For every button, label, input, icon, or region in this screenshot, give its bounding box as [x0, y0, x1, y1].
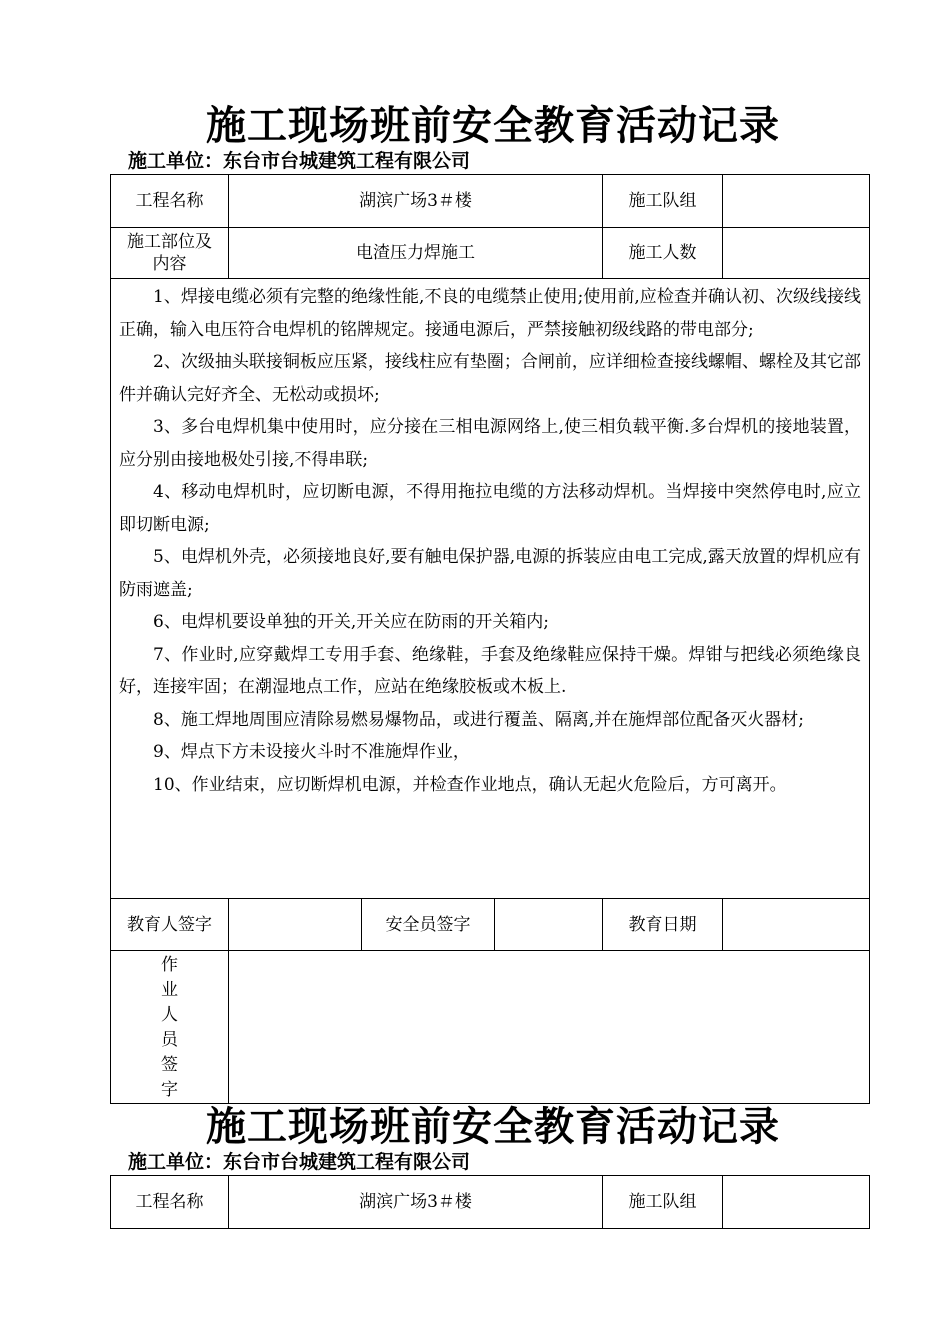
record2-construction-unit: [128, 1153, 470, 1172]
record1-signature-table: [110, 898, 870, 1104]
record1-header-table: [110, 174, 870, 899]
rule-item: 3、多台电焊机集中使用时，应分接在三相电源网络上,使三相负载平衡.多台焊机的接地装置，应分别由接地极处引接,不得串联;: [119, 417, 861, 470]
worker-sign-char: 字: [161, 1080, 178, 1100]
record1-title: 施工现场班前安全教育活动记录: [206, 102, 780, 149]
part-label-line1: 施工部位及: [127, 232, 212, 252]
rule-item: 7、作业时,应穿戴焊工专用手套、绝缘鞋，手套及绝缘鞋应保持干燥。焊钳与把线必须绝缘良好，连接牢固；在潮湿地点工作，应站在绝缘胶板或木板上.: [119, 644, 861, 697]
record2-title: 施工现场班前安全教育活动记录: [206, 1103, 780, 1150]
safety-rules-content: [111, 279, 870, 899]
rule-item: 10、作业结束，应切断焊机电源，并检查作业地点，确认无起火危险后，方可离开。: [153, 774, 787, 795]
unit-label: 施工单位：: [128, 150, 224, 172]
rule-item: 4、移动电焊机时，应切断电源，不得用拖拉电缆的方法移动焊机。当焊接中突然停电时,应立即切断电源;: [119, 482, 861, 535]
education-date-label: 教育日期: [603, 899, 723, 951]
team-value[interactable]: [723, 1176, 870, 1229]
educator-sign-label: 教育人签字: [111, 899, 229, 951]
rule-item: 5、电焊机外壳，必须接地良好,要有触电保护器,电源的拆装应由电工完成,露天放置的焊机应有防雨遮盖;: [119, 547, 861, 600]
team-label: 施工队组: [603, 175, 723, 228]
rule-item: 9、焊点下方未设接火斗时不准施焊作业，: [153, 742, 470, 762]
project-name-label: 工程名称: [111, 175, 229, 228]
project-name-value: 湖滨广场3＃楼: [229, 1176, 603, 1229]
worker-sign-char: 作: [161, 955, 178, 975]
education-date-field[interactable]: [723, 899, 870, 951]
rule-item: 8、施工焊地周围应清除易燃易爆物品，或进行覆盖、隔离,并在施焊部位配备灭火器材;: [153, 709, 804, 730]
rule-item: 2、次级抽头联接铜板应压紧，接线柱应有垫圈；合闸前，应详细检查接线螺帽、螺栓及其它部件并确认完好齐全、无松动或损坏;: [119, 352, 861, 405]
worker-sign-field[interactable]: [229, 951, 870, 1104]
workers-count-value[interactable]: [723, 228, 870, 279]
part-label: [111, 228, 229, 279]
worker-sign-char: 人: [161, 1005, 178, 1025]
team-value[interactable]: [723, 175, 870, 228]
unit-value: 东台市台城建筑工程有限公司: [223, 1151, 471, 1173]
unit-value: 东台市台城建筑工程有限公司: [223, 150, 471, 172]
part-value: 电渣压力焊施工: [229, 228, 603, 279]
record1-construction-unit: [128, 152, 470, 171]
rule-item: 6、电焊机要设单独的开关,开关应在防雨的开关箱内;: [153, 612, 549, 632]
worker-sign-char: 业: [161, 980, 178, 1000]
safety-officer-sign-label: 安全员签字: [362, 899, 495, 951]
educator-sign-field[interactable]: [229, 899, 362, 951]
worker-sign-char: 员: [161, 1030, 178, 1050]
project-name-label: 工程名称: [111, 1176, 229, 1229]
part-label-line2: 内容: [152, 254, 187, 274]
worker-sign-char: 签: [161, 1055, 178, 1075]
workers-count-label: 施工人数: [603, 228, 723, 279]
unit-label: 施工单位：: [128, 1151, 224, 1173]
rule-item: 1、焊接电缆必须有完整的绝缘性能,不良的电缆禁止使用;使用前,应检查并确认初、次级线接线正确，输入电压符合电焊机的铭牌规定。接通电源后，严禁接触初级线路的带电部分;: [119, 287, 861, 340]
worker-sign-label: [111, 951, 229, 1104]
safety-officer-sign-field[interactable]: [495, 899, 603, 951]
team-label: 施工队组: [603, 1176, 723, 1229]
record2-header-table: [110, 1175, 870, 1229]
project-name-value: 湖滨广场3＃楼: [229, 175, 603, 228]
